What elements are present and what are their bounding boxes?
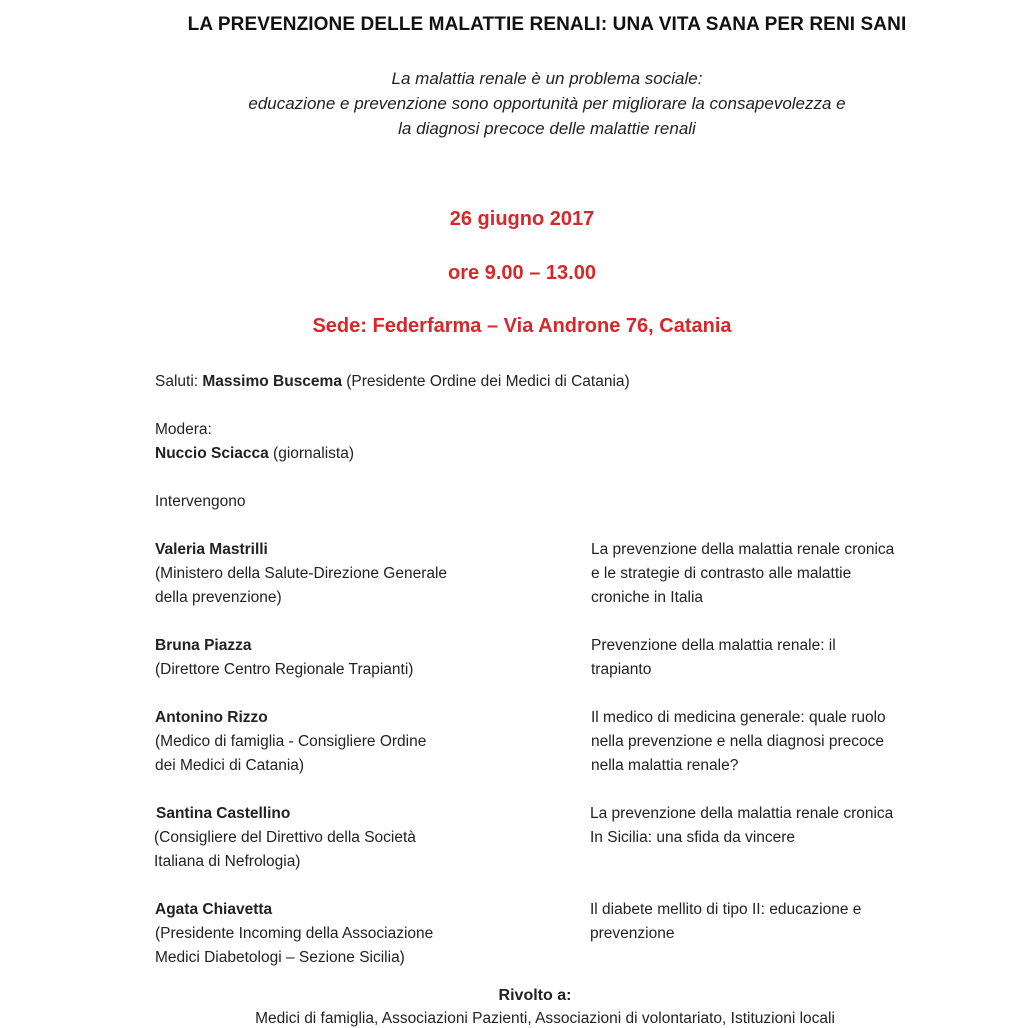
subtitle-line: educazione e prevenzione sono opportunità per migliorare la consapevolezza e (248, 94, 846, 113)
speaker-affiliation-line: della prevenzione) (155, 589, 282, 606)
greetings-role: (Presidente Ordine dei Medici di Catania) (341, 373, 630, 390)
event-venue: Sede: Federfarma – Via Androne 76, Catania (312, 315, 732, 337)
speaker-affiliation-line: (Medico di famiglia - Consigliere Ordine (155, 733, 427, 750)
speaker-name: Santina Castellino (156, 805, 291, 822)
audience-label: Rivolto a: (498, 987, 572, 1004)
talk-topic-line: La prevenzione della malattia renale cronica (591, 541, 895, 558)
audience-text: Medici di famiglia, Associazioni Pazienti, Associazioni di volontariato, Istituzioni locali (255, 1010, 835, 1027)
talk-topic-line: trapianto (591, 661, 652, 678)
talk-topic-line: La prevenzione della malattia renale cronica (590, 805, 894, 822)
moderator-role: (giornalista) (268, 445, 355, 462)
speakers-label: Intervengono (155, 493, 246, 510)
speaker-name: Valeria Mastrilli (155, 541, 268, 558)
speaker-affiliation-line: (Ministero della Salute-Direzione Generale (155, 565, 448, 582)
moderator-name: Nuccio Sciacca (155, 445, 269, 462)
speaker-name: Agata Chiavetta (155, 901, 273, 918)
greetings-name: Massimo Buscema (202, 373, 342, 390)
page-title: LA PREVENZIONE DELLE MALATTIE RENALI: UNA VITA SANA PER RENI SANI (187, 14, 907, 35)
talk-topic-line: e le strategie di contrasto alle malattie (591, 565, 852, 582)
subtitle-line: la diagnosi precoce delle malattie renali (398, 119, 696, 138)
talk-topic-line: Prevenzione della malattia renale: il (591, 637, 836, 654)
speaker-affiliation-line: Italiana di Nefrologia) (154, 853, 301, 870)
subtitle-line: La malattia renale è un problema sociale: (391, 69, 703, 88)
talk-topic (591, 706, 951, 778)
speaker-info (154, 802, 509, 874)
event-time: ore 9.00 – 13.00 (448, 262, 596, 284)
moderator-label: Modera: (155, 421, 212, 438)
talk-topic (591, 538, 951, 610)
talk-topic (590, 898, 950, 946)
subtitle (0, 66, 1024, 141)
speaker-affiliation-line: (Consigliere del Direttivo della Società (154, 829, 416, 846)
talk-topic-line: Il diabete mellito di tipo II: educazione e (590, 901, 862, 918)
event-date: 26 giugno 2017 (449, 208, 595, 230)
talk-topic (590, 802, 950, 850)
greetings (155, 370, 630, 394)
greetings-label: Saluti: (155, 373, 203, 390)
talk-topic-line: In Sicilia: una sfida da vincere (590, 829, 796, 846)
speaker-info (155, 538, 510, 610)
speaker-name: Bruna Piazza (155, 637, 252, 654)
talk-topic (591, 634, 951, 682)
speaker-affiliation-line: dei Medici di Catania) (155, 757, 305, 774)
moderator (155, 418, 354, 466)
speaker-affiliation-line: Medici Diabetologi – Sezione Sicilia) (155, 949, 405, 966)
speaker-info (155, 634, 510, 682)
talk-topic-line: nella malattia renale? (591, 757, 739, 774)
talk-topic-line: nella prevenzione e nella diagnosi precoce (591, 733, 884, 750)
talk-topic-line: croniche in Italia (591, 589, 704, 606)
talk-topic-line: prevenzione (590, 925, 675, 942)
speaker-name: Antonino Rizzo (155, 709, 268, 726)
talk-topic-line: Il medico di medicina generale: quale ruolo (591, 709, 886, 726)
speaker-affiliation-line: (Presidente Incoming della Associazione (155, 925, 434, 942)
speaker-info (155, 706, 510, 778)
speaker-info (155, 898, 510, 970)
speaker-affiliation-line: (Direttore Centro Regionale Trapianti) (155, 661, 414, 678)
